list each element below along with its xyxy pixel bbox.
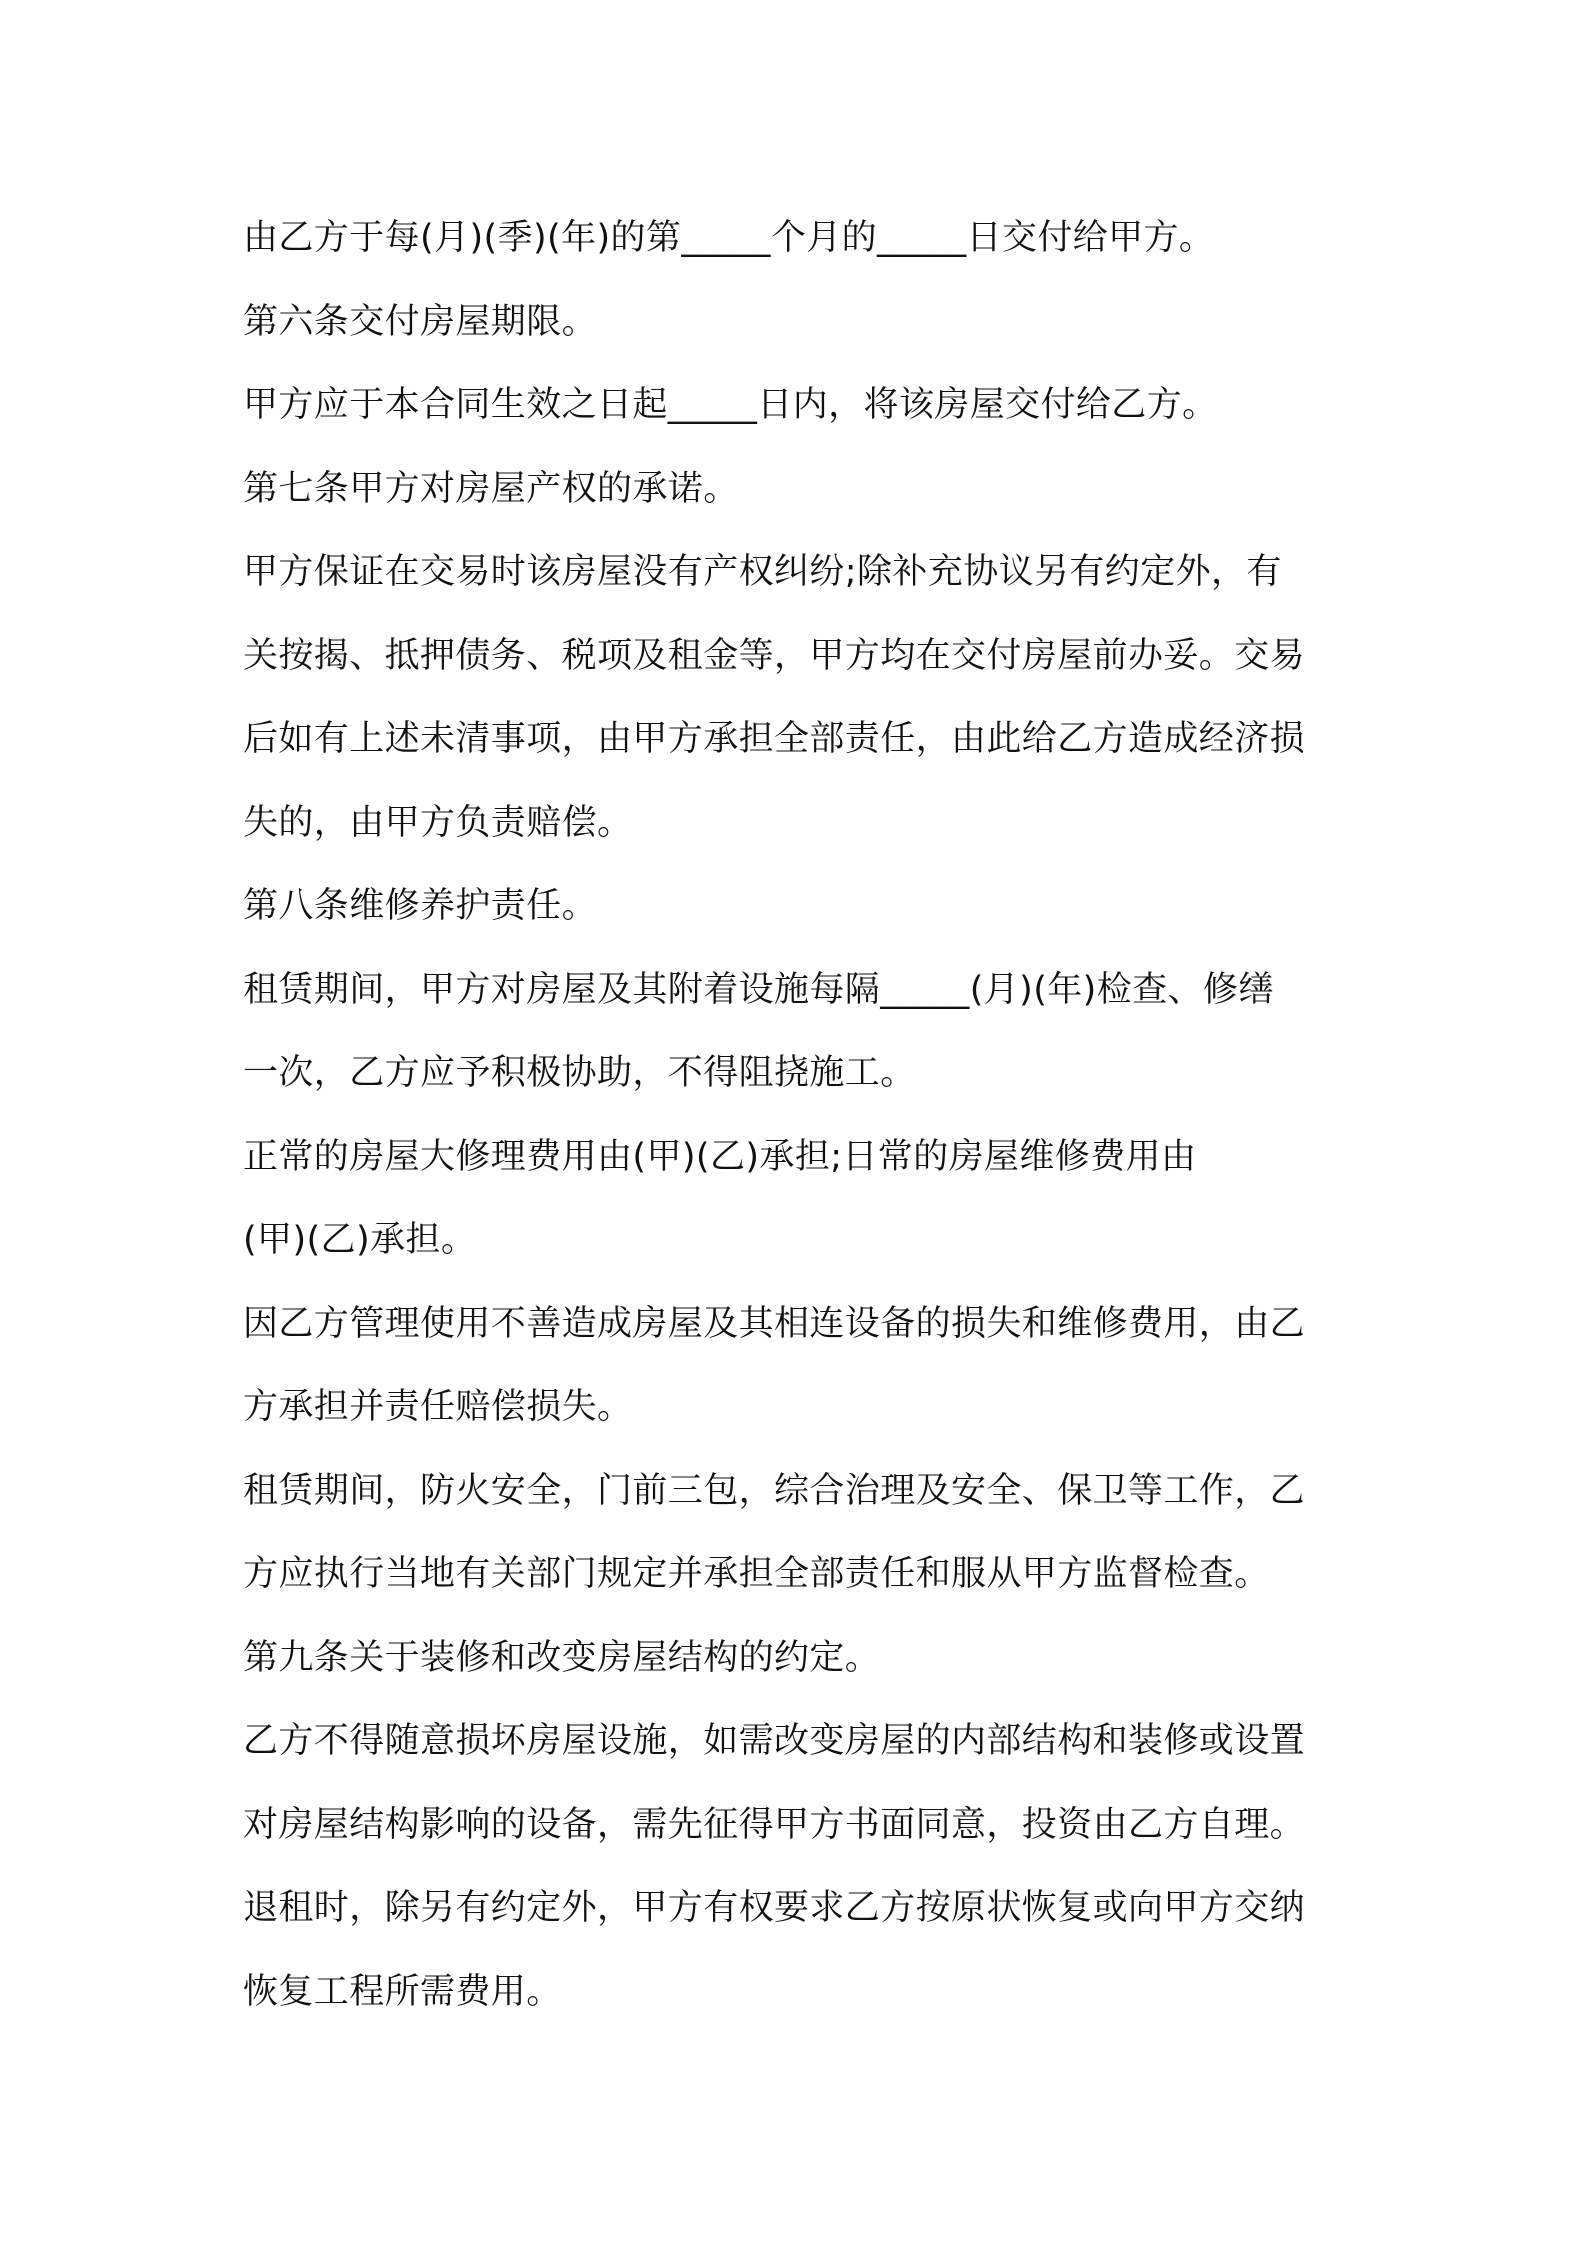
- text-line: 租赁期间，防火安全，门前三包，综合治理及安全、保卫等工作，乙: [243, 1470, 1306, 1511]
- text-line: 后如有上述未清事项，由甲方承担全部责任，由此给乙方造成经济损: [243, 719, 1306, 759]
- section-heading: 第八条维修养护责任。: [243, 886, 598, 926]
- text-line: 由乙方于每(月)(季)(年)的第_____个月的_____日交付给甲方。: [243, 218, 1215, 258]
- text-line: 退租时，除另有约定外，甲方有权要求乙方按原状恢复或向甲方交纳: [243, 1888, 1306, 1928]
- text-line: 租赁期间，甲方对房屋及其附着设施每隔_____(月)(年)检查、修缮: [243, 969, 1274, 1010]
- section-heading: 第九条关于装修和改变房屋结构的约定。: [243, 1637, 881, 1678]
- section-heading: 第六条交付房屋期限。: [243, 301, 598, 342]
- text-line: 因乙方管理使用不善造成房屋及其相连设备的损失和维修费用，由乙: [243, 1303, 1306, 1344]
- section-heading: 第七条甲方对房屋产权的承诺。: [243, 468, 739, 509]
- text-line: 失的，由甲方负责赔偿。: [243, 802, 633, 843]
- text-line: 对房屋结构影响的设备，需先征得甲方书面同意，投资由乙方自理。: [243, 1804, 1306, 1845]
- text-line: 关按揭、抵押债务、税项及租金等，甲方均在交付房屋前办妥。交易: [243, 635, 1306, 676]
- text-line: 一次，乙方应予积极协助，不得阻挠施工。: [243, 1053, 916, 1093]
- text-line: 甲方应于本合同生效之日起_____日内，将该房屋交付给乙方。: [243, 385, 1218, 425]
- text-line: 恢复工程所需费用。: [243, 1971, 562, 2012]
- document-body: [243, 197, 1373, 2034]
- text-line: 甲方保证在交易时该房屋没有产权纠纷;除补充协议另有约定外，有: [243, 552, 1282, 592]
- text-line: 正常的房屋大修理费用由(甲)(乙)承担;日常的房屋维修费用由: [243, 1136, 1197, 1177]
- text-line: 方应执行当地有关部门规定并承担全部责任和服从甲方监督检查。: [243, 1554, 1270, 1594]
- text-line: 乙方不得随意损坏房屋设施，如需改变房屋的内部结构和装修或设置: [243, 1721, 1306, 1761]
- text-line: (甲)(乙)承担。: [243, 1220, 477, 1260]
- text-line: 方承担并责任赔偿损失。: [243, 1387, 633, 1427]
